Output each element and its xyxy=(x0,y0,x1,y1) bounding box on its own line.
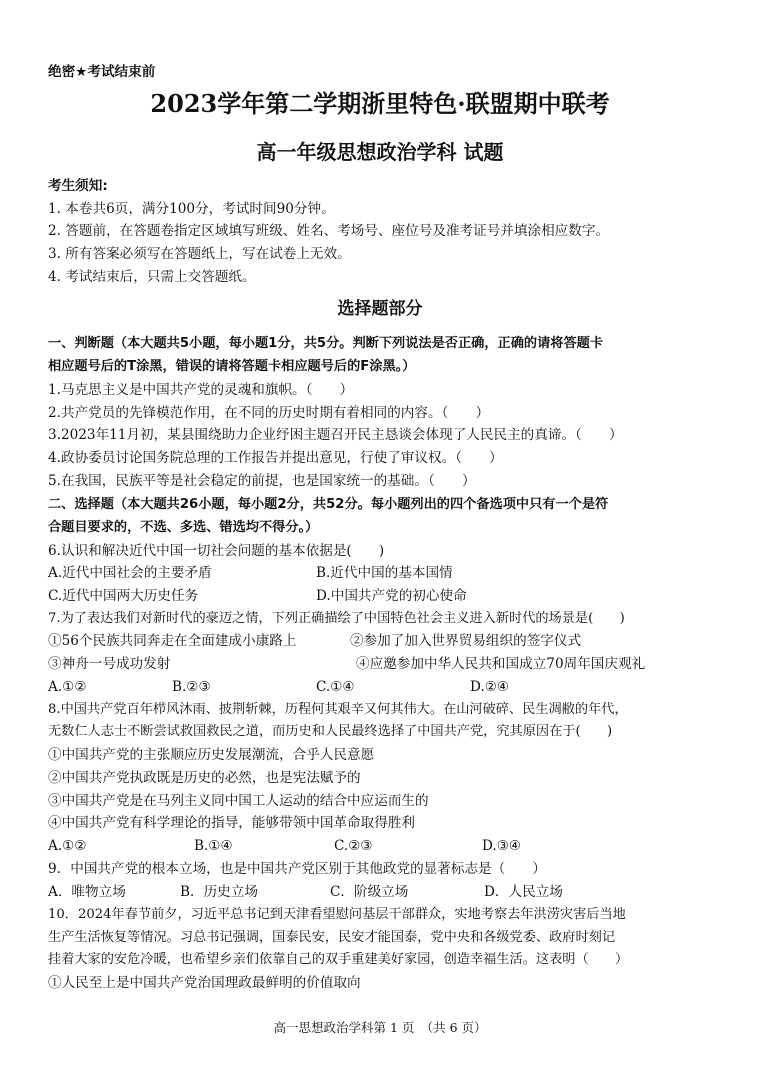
q8-option-d: D.③④ xyxy=(482,838,522,854)
question-8-stem-cont: 无数仁人志士不断尝试救国救民之道，而历史和人民最终选择了中国共产党，究其原因在于( ) xyxy=(48,724,613,739)
q9-option-b: B．历史立场 xyxy=(180,884,258,900)
question-8-stem: 8.中国共产党百年栉风沐雨、披荆斩棘，历程何其艰辛又何其伟大。在山河破碎、民生凋敝的年代， xyxy=(48,702,628,717)
question-1: 1.马克思主义是中国共产党的灵魂和旗帜。（ ） xyxy=(48,382,354,398)
notice-heading: 考生须知: xyxy=(48,178,108,194)
q7-statement-1: ①56个民族共同奔走在全面建成小康路上 xyxy=(48,633,297,649)
part2-heading-cont: 合题目要求的，不选、多选、错选均不得分。） xyxy=(48,520,319,535)
question-6-stem: 6.认识和解决近代中国一切社会问题的基本依据是( ) xyxy=(48,543,385,559)
exam-title: 2023学年第二学期浙里特色·联盟期中联考 xyxy=(150,89,610,118)
notice-item: 2. 答题前，在答题卷指定区域填写班级、姓名、考场号、座位号及准考证号并填涂相应数字。 xyxy=(48,223,610,239)
q8-option-b: B.①④ xyxy=(194,838,233,854)
exam-subtitle: 高一年级思想政治学科 试题 xyxy=(256,140,504,164)
q7-option-d: D.②④ xyxy=(470,679,510,695)
q8-statement-1: ①中国共产党的主张顺应历史发展潮流，合乎人民意愿 xyxy=(48,747,375,763)
q7-statement-2: ②参加了加入世界贸易组织的签字仪式 xyxy=(350,633,582,649)
part1-heading: 一、判断题（本大题共5小题，每小题1分，共5分。判断下列说法是否正确，正确的请将答题卡 xyxy=(48,336,604,351)
notice-item: 1. 本卷共6页，满分100分，考试时间90分钟。 xyxy=(48,201,335,217)
q10-statement-1: ①人民至上是中国共产党治国理政最鲜明的价值取向 xyxy=(48,975,361,991)
q7-option-b: B.②③ xyxy=(172,679,211,695)
q6-option-c: C.近代中国两大历史任务 xyxy=(48,588,199,604)
part2-heading: 二、选择题（本大题共26小题，每小题2分，共52分。每小题列出的四个备选项中只有一个是符 xyxy=(48,497,609,512)
q7-option-a: A.①② xyxy=(48,679,87,695)
notice-item: 3. 所有答案必须写在答题纸上，写在试卷上无效。 xyxy=(48,246,351,262)
q9-option-c: C．阶级立场 xyxy=(330,884,409,900)
q6-option-b: B.近代中国的基本国情 xyxy=(316,565,453,581)
question-7-stem: 7.为了表达我们对新时代的豪迈之情，下列正确描绘了中国特色社会主义进入新时代的场景是( ) xyxy=(48,611,625,626)
part1-heading-cont: 相应题号后的T涂黑，错误的请将答题卡相应题号后的F涂黑。） xyxy=(48,359,416,374)
section-title: 选择题部分 xyxy=(337,299,423,319)
question-4: 4.政协委员讨论国务院总理的工作报告并提出意见，行使了审议权。（ ） xyxy=(48,450,503,466)
question-10-stem: 10．2024年春节前夕，习近平总书记到天津看望慰问基层干部群众，实地考察去年洪涝灾害后当地 xyxy=(48,907,626,922)
question-3: 3.2023年11月初，某县围绕助力企业纾困主题召开民主恳谈会体现了人民民主的真谛。（ ） xyxy=(48,427,623,443)
question-10-stem-cont: 挂着大家的安危冷暖，也希望乡亲们依靠自己的双手重建美好家园，创造幸福生活。这表明（ ） xyxy=(48,952,629,967)
question-9-stem: 9．中国共产党的根本立场，也是中国共产党区别于其他政党的显著标志是（ ） xyxy=(48,861,547,877)
q8-statement-2: ②中国共产党执政既是历史的必然，也是宪法赋予的 xyxy=(48,770,361,786)
q8-option-c: C.②③ xyxy=(334,838,373,854)
notice-item: 4. 考试结束后，只需上交答题纸。 xyxy=(48,269,256,285)
q8-statement-3: ③中国共产党是在马列主义同中国工人运动的结合中应运而生的 xyxy=(48,793,429,809)
q9-option-a: A．唯物立场 xyxy=(48,884,126,900)
q8-option-a: A.①② xyxy=(48,838,87,854)
question-10-stem-cont: 生产生活恢复等情况。习总书记强调，国泰民安，民安才能国泰，党中央和各级党委、政府时刻记 xyxy=(48,930,616,945)
question-5: 5.在我国，民族平等是社会稳定的前提，也是国家统一的基础。（ ） xyxy=(48,473,476,489)
q7-statement-3: ③神舟一号成功发射 xyxy=(48,656,171,672)
secret-label: 绝密★考试结束前 xyxy=(48,64,156,80)
page-footer: 高一思想政治学科第 1 页 （共 6 页） xyxy=(273,1020,487,1035)
q8-statement-4: ④中国共产党有科学理论的指导，能够带领中国革命取得胜利 xyxy=(48,815,416,831)
q7-option-c: C.①④ xyxy=(316,679,355,695)
q6-option-d: D.中国共产党的初心使命 xyxy=(316,588,467,604)
question-2: 2.共产党员的先锋模范作用，在不同的历史时期有着相同的内容。（ ） xyxy=(48,405,490,421)
q9-option-d: D．人民立场 xyxy=(484,884,563,900)
q7-statement-4: ④应邀参加中华人民共和国成立70周年国庆观礼 xyxy=(356,656,646,672)
q6-option-a: A.近代中国社会的主要矛盾 xyxy=(48,565,212,581)
